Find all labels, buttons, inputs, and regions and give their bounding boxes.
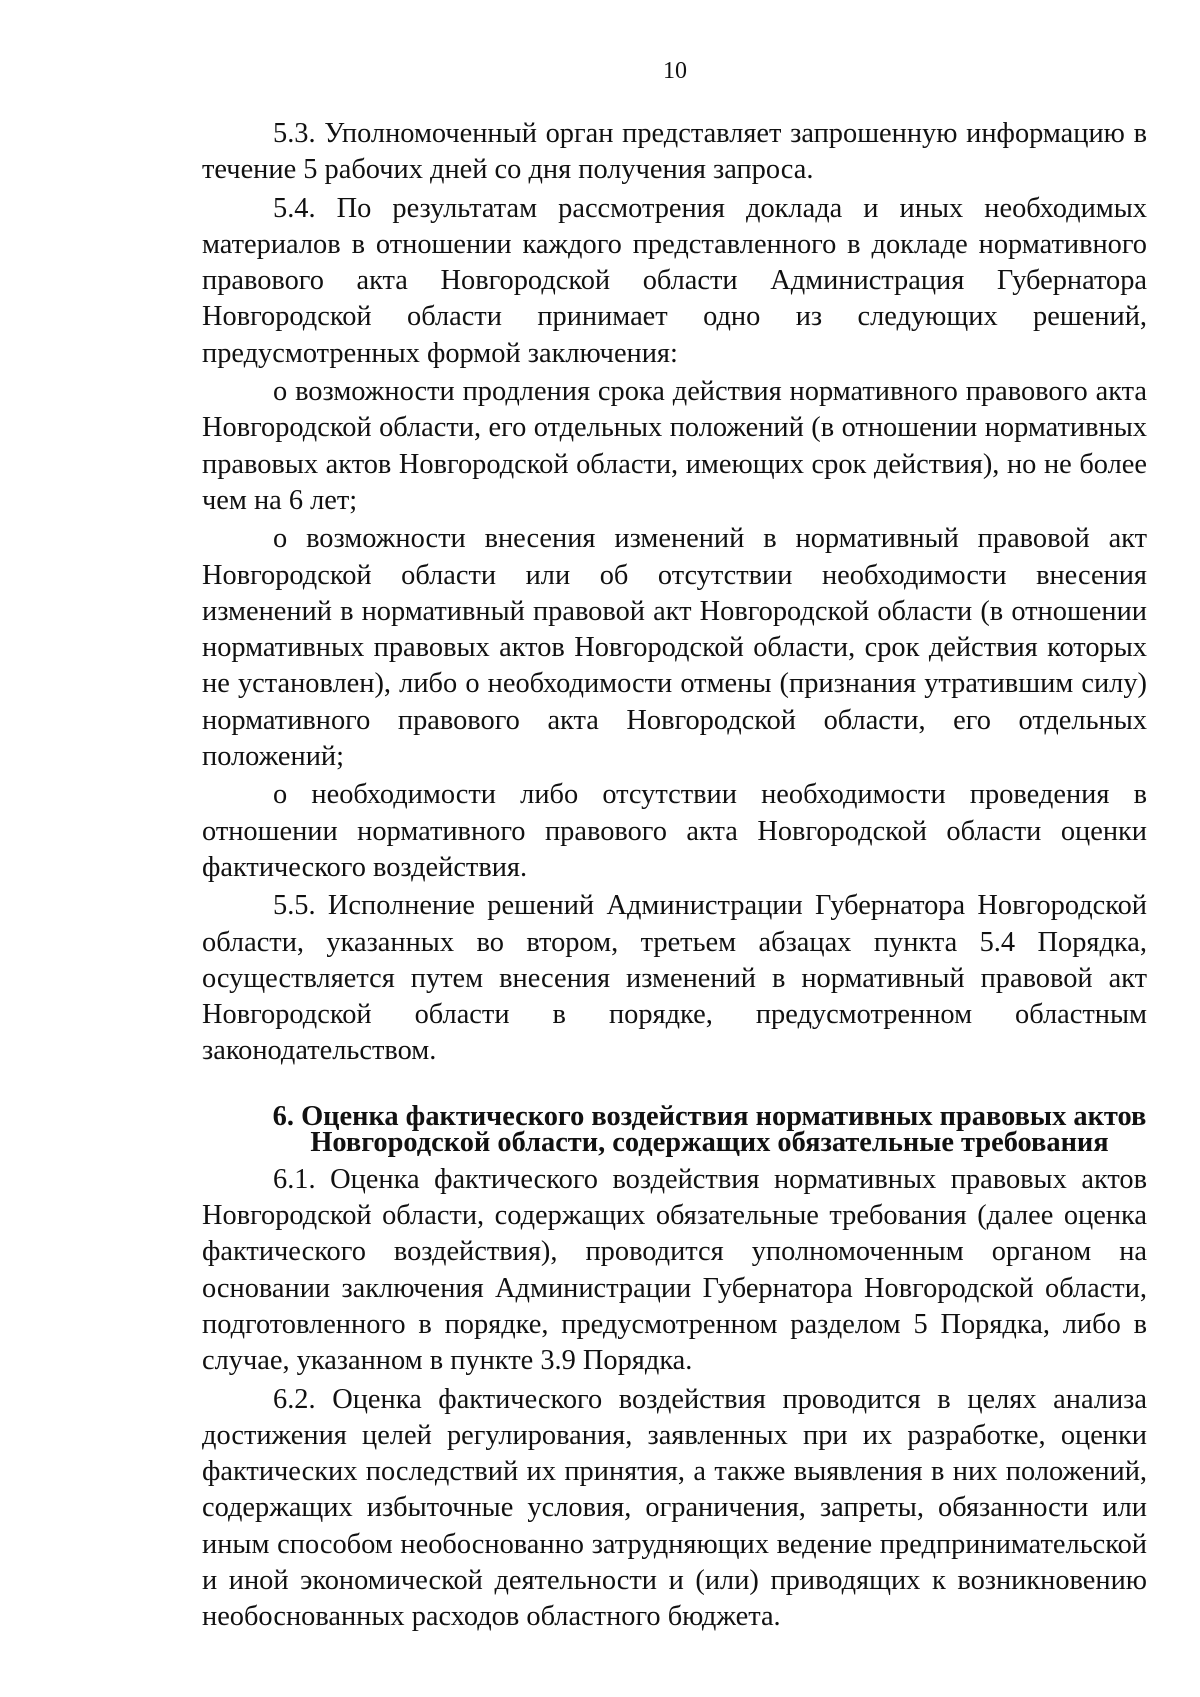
paragraph-5-4-option-1: о возможности продления срока действия нормативного правового акта Новгородской области, его отдельных положений (в отношении нормативных правовых актов Новгородской области, имеющих срок действия), но не более чем на 6 лет; [202, 376, 1147, 516]
section-6-title-line-1: 6. Оценка фактического воздействия нормативных правовых актов [272, 1100, 1147, 1132]
document-body [202, 116, 1147, 1636]
section-6-title-line-2: Новгородской области, содержащих обязательные требования [310, 1126, 1109, 1158]
paragraph-6-1: 6.1. Оценка фактического воздействия нормативных правовых актов Новгородской области, содержащих обязательные требования (далее оценка фактического воздействия), проводится уполномоченным органом на основании заключения Администрации Губернатора Новгородской области, подготовленного в порядке, предусмотренном разделом 5 Порядка, либо в случае, указанном в пункте 3.9 Порядка. [202, 1163, 1147, 1377]
paragraph-5-3: 5.3. Уполномоченный орган представляет запрошенную информацию в течение 5 рабочих дней со дня получения запроса. [202, 118, 1147, 186]
paragraph-5-4: 5.4. По результатам рассмотрения доклада и иных необходимых материалов в отношении каждого представленного в докладе нормативного правового акта Новгородской области Администрация Губернатора Новгородской области принимает одно из следующих решений, предусмотренных формой заключения: [202, 192, 1147, 369]
paragraph-5-4-option-2: о возможности внесения изменений в нормативный правовой акт Новгородской области или об отсутствии необходимости внесения изменений в нормативный правовой акт Новгородской области (в отношении нормативных правовых актов Новгородской области, срок действия которых не установлен), либо о необходимости отмены (признания утратившим силу) нормативного правового акта Новгородской области, его отдельных положений; [202, 523, 1147, 773]
paragraph-5-4-option-3: о необходимости либо отсутствии необходимости проведения в отношении нормативного правового акта Новгородской области оценки фактического воздействия. [202, 779, 1147, 883]
paragraph-5-5: 5.5. Исполнение решений Администрации Губернатора Новгородской области, указанных во втором, третьем абзацах пункта 5.4 Порядка, осуществляется путем внесения изменений в нормативный правовой акт Новгородской области в порядке, предусмотренном областным законодательством. [202, 890, 1147, 1067]
paragraph-6-2: 6.2. Оценка фактического воздействия проводится в целях анализа достижения целей регулирования, заявленных при их разработке, оценки фактических последствий их принятия, а также выявления в них положений, содержащих избыточные условия, ограничения, запреты, обязанности или иным способом необоснованно затрудняющих ведение предпринимательской и иной экономической деятельности и (или) приводящих к возникновению необоснованных расходов областного бюджета. [202, 1383, 1147, 1633]
page-number: 10 [663, 58, 687, 84]
section-6-title [202, 1100, 1147, 1158]
